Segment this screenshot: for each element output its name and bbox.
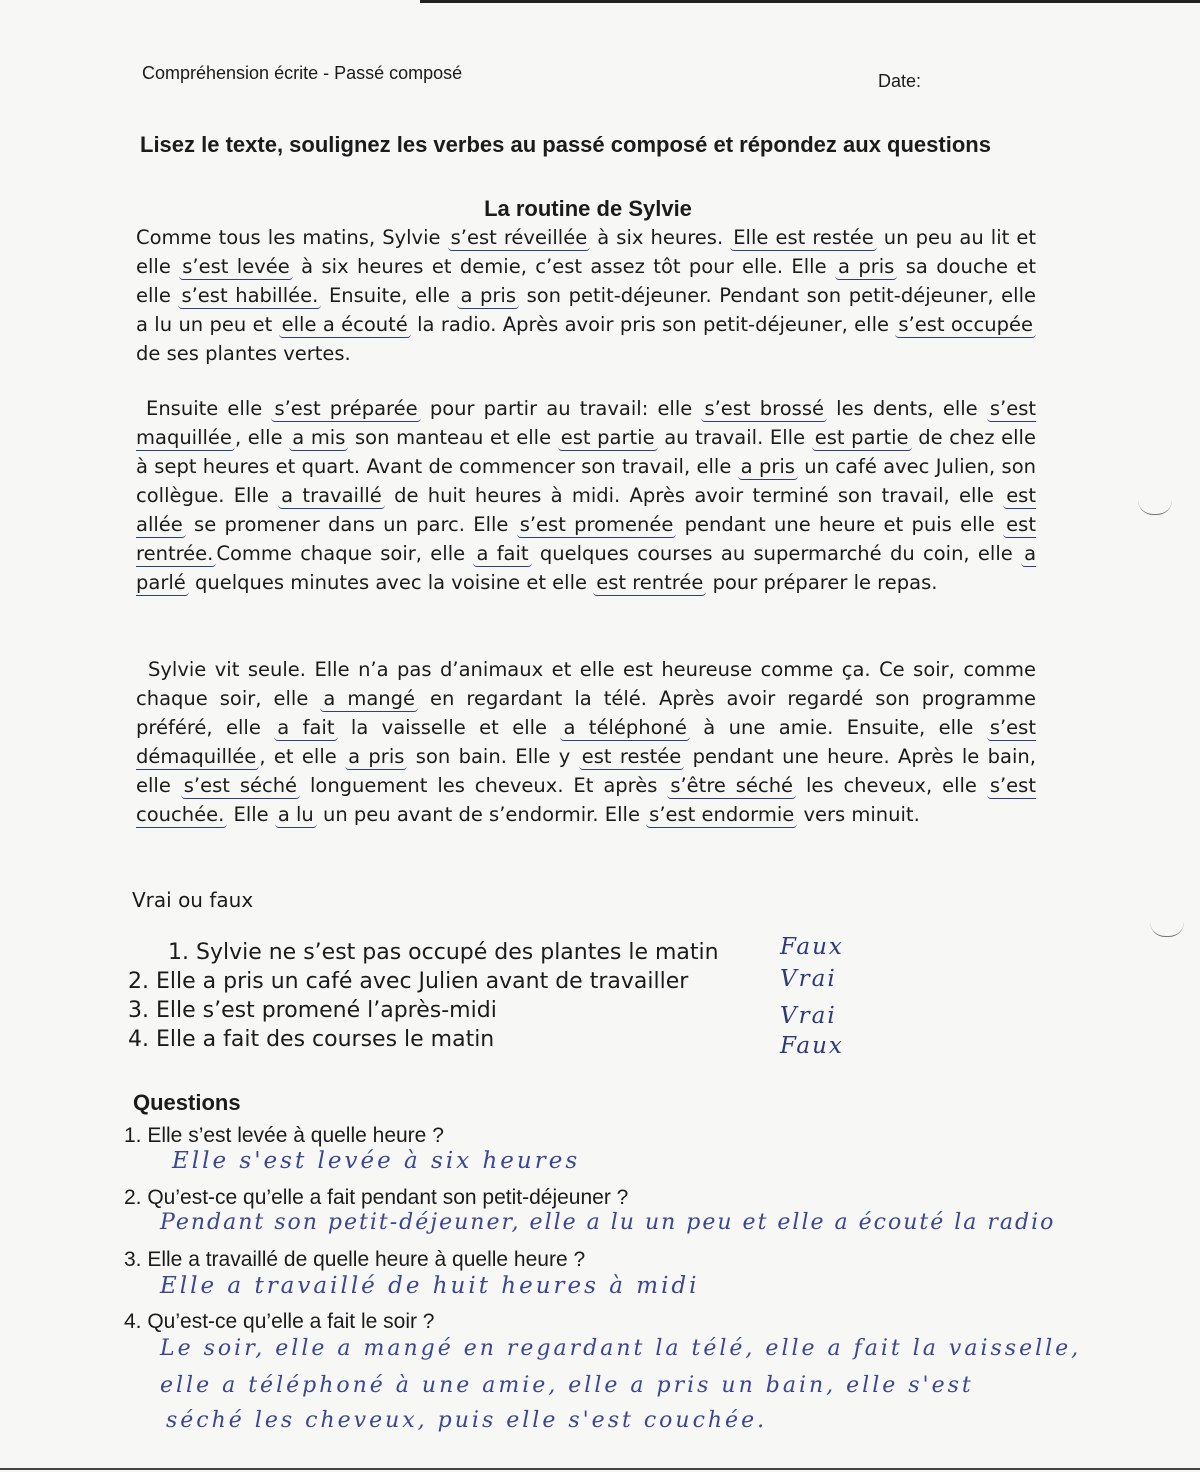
underlined-verb: a pris (835, 255, 897, 280)
true-false-item: 1. Sylvie ne s’est pas occupé des plantes le matin (168, 940, 719, 965)
text-segment: Ensuite elle (146, 397, 272, 420)
underlined-verb: a fait (274, 716, 337, 741)
underlined-verb: s’est préparée (271, 397, 420, 422)
text-segment: de ses plantes vertes. (136, 342, 351, 365)
text-segment: longuement les cheveux. Et après (300, 774, 668, 797)
underlined-verb: a mis (289, 426, 348, 451)
handwritten-answer: elle a téléphoné à une amie, elle a pris un bain, elle s'est (160, 1373, 974, 1398)
true-false-item: 3. Elle s’est promené l’après-midi (128, 998, 497, 1023)
true-false-title: Vrai ou faux (132, 888, 254, 912)
underlined-verb: s’est brossé (701, 397, 827, 422)
text-segment: se promener dans un parc. Elle (185, 513, 517, 536)
text-segment: quelques minutes avec la voisine et elle (188, 571, 594, 594)
underlined-verb: a mangé (320, 687, 418, 712)
paragraph-2 (136, 394, 1036, 597)
text-segment: la radio. Après avoir pris son petit-déjeuner, elle (410, 313, 896, 336)
true-false-item: 4. Elle a fait des courses le matin (128, 1027, 495, 1052)
underlined-verb: s’est maquillée (136, 397, 1037, 449)
underlined-verb: a pris (457, 284, 519, 309)
scan-mark (1138, 500, 1172, 515)
text-segment: quelques courses au supermarché du coin, elle (531, 542, 1022, 565)
text-segment: au travail. Elle (657, 426, 812, 449)
scan-bottom-border (0, 1468, 1200, 1470)
underlined-verb: elle a écouté (279, 313, 411, 338)
underlined-verb: a téléphoné (560, 716, 689, 741)
underlined-verb: s’est occupée (895, 313, 1036, 338)
text-segment: un peu avant de s’endormir. Elle (316, 803, 647, 826)
text-segment: , et elle (259, 745, 346, 768)
underlined-verb: a parlé (136, 542, 1037, 594)
underlined-verb: a pris (345, 745, 407, 770)
text-segment: la vaisselle et elle (337, 716, 561, 739)
underlined-verb: s’est promenée (517, 513, 677, 538)
true-false-list (128, 938, 719, 1054)
questions-title: Questions (133, 1090, 241, 1115)
question: 2. Qu’est-ce qu’elle a fait pendant son petit-déjeuner ? (124, 1186, 629, 1209)
text-segment: un café avec Julien, son collègue. Elle (136, 455, 1036, 507)
question: 1. Elle s’est levée à quelle heure ? (124, 1124, 444, 1147)
underlined-verb: a fait (473, 542, 531, 567)
handwritten-answer: Faux (780, 1033, 844, 1059)
text-segment: Comme tous les matins, Sylvie (136, 226, 448, 249)
underlined-verb: s’est levée (179, 255, 293, 280)
underlined-verb: a lu (275, 803, 317, 828)
text-segment: à une amie. Ensuite, elle (689, 716, 987, 739)
text-segment: son bain. Elle y (407, 745, 579, 768)
underlined-verb: Elle est restée (730, 226, 877, 251)
text-segment: Elle (227, 803, 275, 826)
underlined-verb: est rentrée (593, 571, 706, 596)
text-segment: pour partir au travail: elle (420, 397, 702, 420)
underlined-verb: est allée (136, 484, 1036, 536)
underlined-verb: est partie (812, 426, 912, 451)
paragraph-1 (136, 223, 1036, 368)
true-false-item: 2. Elle a pris un café avec Julien avant de travailler (128, 969, 689, 994)
underlined-verb: est partie (558, 426, 658, 451)
handwritten-answer: Pendant son petit-déjeuner, elle a lu un peu et elle a écouté la radio (160, 1210, 1056, 1235)
handwritten-answer: Le soir, elle a mangé en regardant la télé, elle a fait la vaisselle, (160, 1336, 1082, 1361)
text-segment: son petit-déjeuner. Pendant son petit-déjeuner, elle a lu un peu et (136, 284, 1036, 336)
text-segment: Sylvie vit seule. Elle n’a pas d’animaux et elle est heureuse comme ça. Ce soir, comme chaque soir, elle (136, 658, 1036, 710)
worksheet-header: Compréhension écrite - Passé composé (142, 63, 463, 83)
text-segment: les cheveux, elle (796, 774, 987, 797)
text-segment: un peu au lit et elle (136, 226, 1036, 278)
underlined-verb: s’être séché (667, 774, 796, 799)
question: 4. Qu’est-ce qu’elle a fait le soir ? (124, 1310, 435, 1333)
underlined-verb: est restée (579, 745, 685, 770)
handwritten-answer: Elle a travaillé de huit heures à midi (160, 1273, 700, 1299)
underlined-verb: s’est habillée. (178, 284, 321, 309)
underlined-verb: s’est séché (181, 774, 300, 799)
underlined-verb: s’est endormie (646, 803, 797, 828)
text-segment: de huit heures à midi. Après avoir terminé son travail, elle (384, 484, 1004, 507)
handwritten-answer: Vrai (780, 966, 837, 992)
underlined-verb: est rentrée. (136, 513, 1036, 565)
text-segment: de chez elle à sept heures et quart. Avant de commencer son travail, elle (136, 426, 1036, 478)
underlined-verb: a pris (738, 455, 798, 480)
text-segment: Ensuite, elle (321, 284, 458, 307)
scan-top-border (420, 0, 1200, 3)
text-segment: pendant une heure et puis elle (676, 513, 1004, 536)
text-segment: sa douche et elle (136, 255, 1037, 307)
text-segment: les dents, elle (827, 397, 987, 420)
handwritten-answer: Vrai (780, 1003, 837, 1029)
text-segment: son manteau et elle (348, 426, 558, 449)
text-segment: pour préparer le repas. (706, 571, 938, 594)
handwritten-answer: Faux (780, 934, 844, 960)
underlined-verb: s’est réveillée (448, 226, 591, 251)
text-segment: vers minuit. (797, 803, 920, 826)
underlined-verb: a travaillé (278, 484, 385, 509)
underlined-verb: s’est démaquillée (136, 716, 1036, 768)
underlined-verb: s’est couchée. (136, 774, 1036, 826)
text-segment: pendant une heure. Après le bain, elle (136, 745, 1036, 797)
handwritten-answer: Elle s'est levée à six heures (172, 1148, 581, 1174)
text-segment: à six heures. (590, 226, 731, 249)
text-segment: en regardant la télé. Après avoir regardé son programme préféré, elle (136, 687, 1036, 739)
text-title: La routine de Sylvie (484, 196, 692, 221)
text-segment: , elle (234, 426, 290, 449)
paragraph-3 (136, 655, 1036, 829)
handwritten-answer: séché les cheveux, puis elle s'est couchée. (166, 1408, 768, 1433)
text-segment: Comme chaque soir, elle (216, 542, 474, 565)
date-label: Date: (878, 71, 922, 91)
scan-mark (1150, 922, 1184, 937)
text-segment: à six heures et demie, c’est assez tôt pour elle. Elle (292, 255, 835, 278)
instructions: Lisez le texte, soulignez les verbes au passé composé et répondez aux questions (140, 132, 991, 157)
question: 3. Elle a travaillé de quelle heure à quelle heure ? (124, 1248, 586, 1271)
